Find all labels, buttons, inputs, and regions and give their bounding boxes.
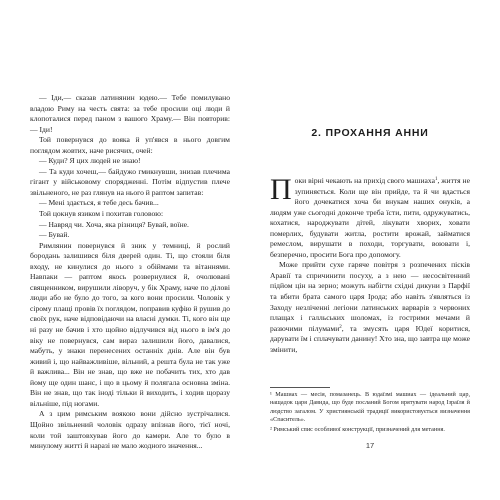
- footnote: ² Римський спис особливої конструкції, призначений для метання.: [270, 426, 445, 434]
- paragraph: — Та куди хочеш,— байдужо гмикнувши, знизав плечима гігант у військовому спорядженні. Потім відпустив плече звільненого, не раз глянув на нього й раптом запитав:: [30, 166, 230, 197]
- chapter-title: 2. ПРОХАННЯ АННИ: [311, 127, 429, 139]
- paragraph-text: Може прийти сухе гаряче повітря з розпечених пісків Аравії та спричинити посуху, а з нею — несосвітенний підйом цін на зерно; можуть набігти східні дикуни з Парфії та вбити брата самого царя Ірода; або навіть з'являться із Заходу незліченні легіони латинських варварів з червоних плащах і галльських шоломах, із гострими мечами й разючими пілумами: [270, 260, 470, 333]
- footnote-rule: [270, 387, 330, 388]
- paragraph: Той повернувся до вояка й уп'явся в нього довгим поглядом жовтих, наче рисячих, очей:: [30, 135, 230, 155]
- lead-paragraph: [270, 173, 470, 260]
- paragraph-text: , та змусять царя Юдеї коритися, дарувати їм і сплачувати данину! Хто зна, що завтра ще може змінити,: [270, 323, 470, 354]
- paragraph: — Навряд чи. Хоча, яка різниця? Бувай, воїне.: [39, 219, 189, 229]
- right-page-text: [270, 173, 470, 355]
- paragraph: Той цокнув язиком і похитав головою:: [39, 209, 164, 219]
- page-number: 17: [365, 441, 375, 450]
- paragraph: [270, 260, 470, 355]
- right-page: [250, 0, 500, 500]
- footnote: ¹ Машиах — месія, помазанець. В юдаїзмі машиах — ідеальний цар, нащадок царя Давида, що буде посланий Богом врятувати народ Ізраїля й людство загалом. У християнській традиції використовується визначення «Спаситель».: [270, 391, 470, 424]
- footnotes: [270, 391, 470, 436]
- lead-text: оки вірні чекають на прихід свого машиаха: [294, 176, 435, 185]
- paragraph: А з цим римським воякою вони дійсно зустрічалися. Щойно звільнений чоловік одразу впізнав його, тієї ночі, коли той заштовхував його до камери. Але то було в минулому житті й наразі не мало жодного значення...: [30, 409, 230, 451]
- paragraph: — Мені здається, я тебе десь бачив...: [39, 198, 159, 208]
- lead-text-rest: , життя не зупиняється. Коли ще він прийде, та й чи вдасться його дочекатися хоча би внукам наших онуків, а людям уже сьогодні доконче треба їсти, пити, одружуватись, кохатися, народжувати дітей, лікувати хворих, ховати померлих, будувати житла, ростити врожай, займатися ремеслом, вирушати в походи, торгувати, воювати і, безперечно, просити Бога про допомогу.: [270, 176, 470, 259]
- paragraph: — Куди? Я цих людей не знаю!: [39, 156, 141, 166]
- paragraph: Римлянин повернувся й зник у темниці, й рослий бородань залишився біля дверей один. Ті, що стояли біля входу, не кинулися до нього з обіймами та вітаннями. Навпаки — раптом якось розвернулися й, очолювані священником, вирушили ліворуч, у бік Храму, наче по ділові люди або не було до того, за кого вони просили. Чоловік у сірому плащі провів їх поглядом, поправив куфію й рушив до своїх рук, наче відповідаючи на власні думки. Ті, кого він ще ні разу не бачив і хто щойно відлучився від нього в ім'я до віку не повернувся, сам вираз залишили його, давалися, мабуть, у знаки перенесених останніх днів. Але він був живий і, що найважливіше, вільний, а решта була не так уже й важлива... Він не знав, що вже не побачить тих, хто дав йому ще один шанс, і що в цьому й полягала основна зміна. Він не знав, що так іноді тільки й виходить, і ходив щоразу вільніше, під ногами.: [30, 240, 230, 408]
- paragraph: — Бувай.: [39, 230, 70, 240]
- left-page-text: [30, 93, 230, 452]
- footnote-ref-2[interactable]: 2: [339, 324, 342, 330]
- drop-cap: П: [270, 173, 292, 206]
- footnote-ref-1[interactable]: 1: [434, 177, 438, 182]
- paragraph: — Іди,— сказав латинянин юдею.— Тебе помилувано владою Риму на честь свята: за тебе просили оці люди й клопоталися перед паном з вашого Храму.— Він повторив: — Іди!: [30, 93, 230, 134]
